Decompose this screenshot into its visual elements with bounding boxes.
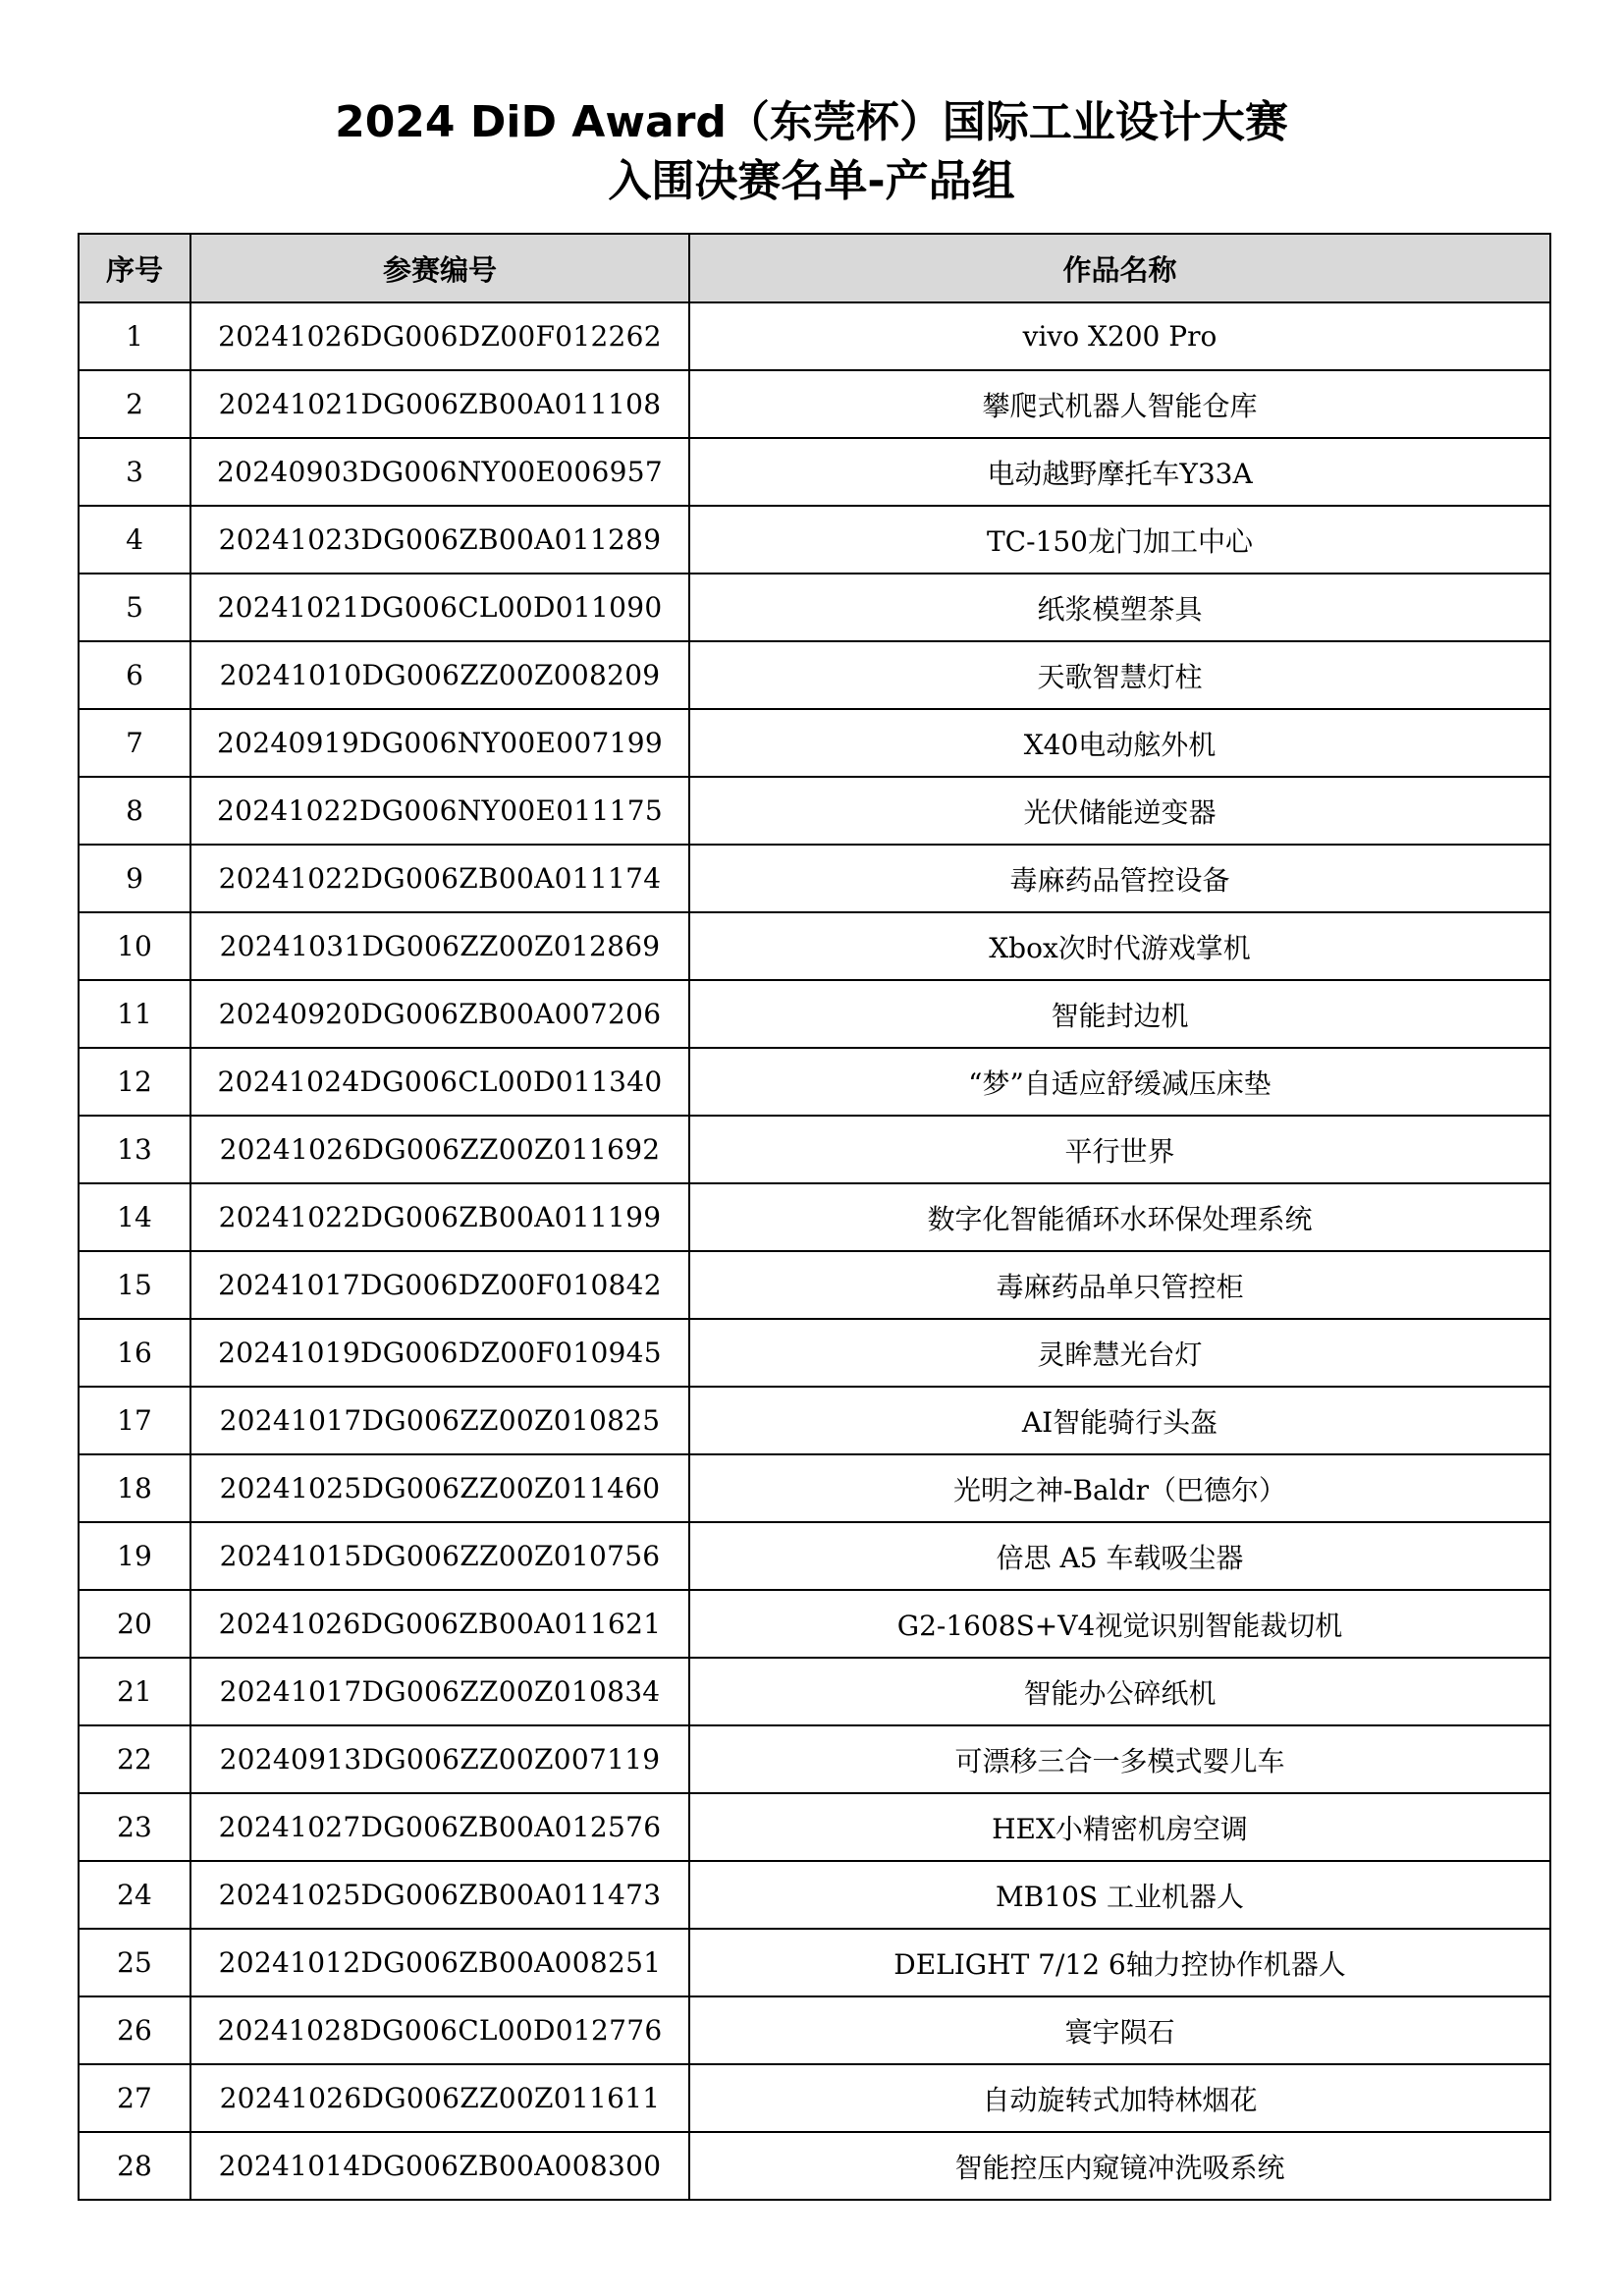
row-work-name: 电动越野摩托车Y33A (689, 438, 1550, 506)
table-row (79, 574, 1550, 641)
table-row (79, 1319, 1550, 1387)
row-work-name: AI智能骑行头盔 (689, 1387, 1550, 1454)
table-row (79, 845, 1550, 912)
row-serial-number: 22 (79, 1725, 190, 1793)
row-serial-number: 25 (79, 1929, 190, 1996)
row-work-name: G2-1608S+V4视觉识别智能裁切机 (689, 1590, 1550, 1658)
row-serial-number: 14 (79, 1183, 190, 1251)
table-row (79, 1793, 1550, 1861)
row-serial-number: 9 (79, 845, 190, 912)
finalist-table (78, 233, 1551, 2201)
table-row (79, 1454, 1550, 1522)
table-row (79, 1387, 1550, 1454)
table-row (79, 1183, 1550, 1251)
row-work-name: vivo X200 Pro (689, 302, 1550, 370)
header-entry-code: 参赛编号 (190, 234, 689, 302)
table-row (79, 302, 1550, 370)
row-entry-code: 20241022DG006ZB00A011174 (190, 845, 689, 912)
row-entry-code: 20241021DG006CL00D011090 (190, 574, 689, 641)
row-entry-code: 20241022DG006NY00E011175 (190, 777, 689, 845)
row-serial-number: 10 (79, 912, 190, 980)
row-entry-code: 20241024DG006CL00D011340 (190, 1048, 689, 1116)
row-work-name: DELIGHT 7/12 6轴力控协作机器人 (689, 1929, 1550, 1996)
row-entry-code: 20241021DG006ZB00A011108 (190, 370, 689, 438)
row-entry-code: 20241023DG006ZB00A011289 (190, 506, 689, 574)
table-header-row (79, 234, 1550, 302)
row-work-name: 数字化智能循环水环保处理系统 (689, 1183, 1550, 1251)
row-work-name: 自动旋转式加特林烟花 (689, 2064, 1550, 2132)
table-row (79, 1996, 1550, 2064)
table-row (79, 438, 1550, 506)
table-row (79, 1251, 1550, 1319)
row-entry-code: 20241019DG006DZ00F010945 (190, 1319, 689, 1387)
row-entry-code: 20241017DG006ZZ00Z010834 (190, 1658, 689, 1725)
row-serial-number: 19 (79, 1522, 190, 1590)
row-work-name: 平行世界 (689, 1116, 1550, 1183)
table-body (79, 302, 1550, 2200)
row-entry-code: 20241014DG006ZB00A008300 (190, 2132, 689, 2200)
table-row (79, 1522, 1550, 1590)
row-entry-code: 20241031DG006ZZ00Z012869 (190, 912, 689, 980)
row-work-name: 毒麻药品单只管控柜 (689, 1251, 1550, 1319)
row-entry-code: 20241026DG006ZZ00Z011692 (190, 1116, 689, 1183)
row-entry-code: 20241026DG006DZ00F012262 (190, 302, 689, 370)
row-serial-number: 16 (79, 1319, 190, 1387)
row-serial-number: 27 (79, 2064, 190, 2132)
row-work-name: MB10S 工业机器人 (689, 1861, 1550, 1929)
row-entry-code: 20241017DG006DZ00F010842 (190, 1251, 689, 1319)
row-entry-code: 20241012DG006ZB00A008251 (190, 1929, 689, 1996)
row-entry-code: 20241026DG006ZB00A011621 (190, 1590, 689, 1658)
row-entry-code: 20241010DG006ZZ00Z008209 (190, 641, 689, 709)
row-work-name: 智能封边机 (689, 980, 1550, 1048)
row-work-name: 毒麻药品管控设备 (689, 845, 1550, 912)
table-row (79, 980, 1550, 1048)
row-serial-number: 15 (79, 1251, 190, 1319)
row-entry-code: 20240919DG006NY00E007199 (190, 709, 689, 777)
document-header (0, 93, 1623, 211)
document-subtitle: 入围决赛名单-产品组 (608, 156, 1015, 206)
row-entry-code: 20241028DG006CL00D012776 (190, 1996, 689, 2064)
row-work-name: 智能控压内窥镜冲洗吸系统 (689, 2132, 1550, 2200)
row-entry-code: 20241025DG006ZZ00Z011460 (190, 1454, 689, 1522)
row-serial-number: 7 (79, 709, 190, 777)
row-entry-code: 20241026DG006ZZ00Z011611 (190, 2064, 689, 2132)
row-serial-number: 18 (79, 1454, 190, 1522)
row-entry-code: 20240903DG006NY00E006957 (190, 438, 689, 506)
row-entry-code: 20241015DG006ZZ00Z010756 (190, 1522, 689, 1590)
row-entry-code: 20240920DG006ZB00A007206 (190, 980, 689, 1048)
row-work-name: 天歌智慧灯柱 (689, 641, 1550, 709)
table-row (79, 641, 1550, 709)
table-row (79, 1861, 1550, 1929)
document-title: 2024 DiD Award（东莞杯）国际工业设计大赛 (335, 97, 1288, 147)
header-work-name: 作品名称 (689, 234, 1550, 302)
table-row (79, 1048, 1550, 1116)
row-serial-number: 3 (79, 438, 190, 506)
table-row (79, 1658, 1550, 1725)
row-work-name: Xbox次时代游戏掌机 (689, 912, 1550, 980)
row-entry-code: 20240913DG006ZZ00Z007119 (190, 1725, 689, 1793)
row-serial-number: 6 (79, 641, 190, 709)
row-work-name: 寰宇陨石 (689, 1996, 1550, 2064)
row-serial-number: 26 (79, 1996, 190, 2064)
header-serial-number: 序号 (79, 234, 190, 302)
row-serial-number: 2 (79, 370, 190, 438)
row-entry-code: 20241017DG006ZZ00Z010825 (190, 1387, 689, 1454)
row-serial-number: 4 (79, 506, 190, 574)
row-work-name: 攀爬式机器人智能仓库 (689, 370, 1550, 438)
row-entry-code: 20241022DG006ZB00A011199 (190, 1183, 689, 1251)
row-serial-number: 21 (79, 1658, 190, 1725)
row-work-name: 灵眸慧光台灯 (689, 1319, 1550, 1387)
table-row (79, 2064, 1550, 2132)
table-row (79, 709, 1550, 777)
row-work-name: 可漂移三合一多模式婴儿车 (689, 1725, 1550, 1793)
row-serial-number: 17 (79, 1387, 190, 1454)
row-serial-number: 5 (79, 574, 190, 641)
table-row (79, 2132, 1550, 2200)
row-work-name: 光明之神-Baldr（巴德尔） (689, 1454, 1550, 1522)
table-row (79, 370, 1550, 438)
row-entry-code: 20241025DG006ZB00A011473 (190, 1861, 689, 1929)
row-entry-code: 20241027DG006ZB00A012576 (190, 1793, 689, 1861)
row-work-name: TC-150龙门加工中心 (689, 506, 1550, 574)
row-serial-number: 12 (79, 1048, 190, 1116)
row-serial-number: 8 (79, 777, 190, 845)
row-serial-number: 13 (79, 1116, 190, 1183)
table-row (79, 912, 1550, 980)
table-row (79, 1725, 1550, 1793)
row-serial-number: 1 (79, 302, 190, 370)
row-work-name: 智能办公碎纸机 (689, 1658, 1550, 1725)
row-work-name: X40电动舷外机 (689, 709, 1550, 777)
row-work-name: 倍思 A5 车载吸尘器 (689, 1522, 1550, 1590)
table-row (79, 1590, 1550, 1658)
row-serial-number: 28 (79, 2132, 190, 2200)
table-row (79, 506, 1550, 574)
table-row (79, 1929, 1550, 1996)
row-serial-number: 24 (79, 1861, 190, 1929)
row-serial-number: 20 (79, 1590, 190, 1658)
row-serial-number: 23 (79, 1793, 190, 1861)
row-work-name: 纸浆模塑茶具 (689, 574, 1550, 641)
table-row (79, 1116, 1550, 1183)
row-work-name: HEX小精密机房空调 (689, 1793, 1550, 1861)
row-work-name: “梦”自适应舒缓减压床垫 (689, 1048, 1550, 1116)
row-serial-number: 11 (79, 980, 190, 1048)
table-row (79, 777, 1550, 845)
row-work-name: 光伏储能逆变器 (689, 777, 1550, 845)
